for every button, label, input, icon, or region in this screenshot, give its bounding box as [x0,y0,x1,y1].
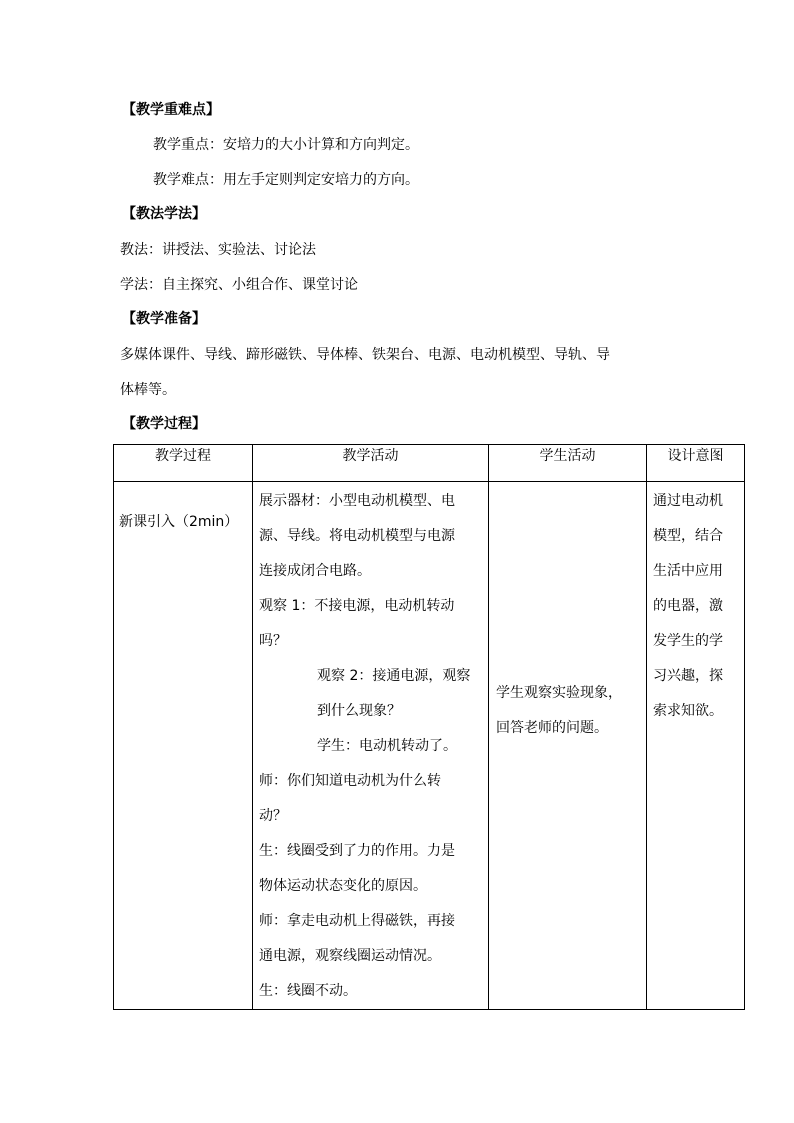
preparation-line-1: 多媒体课件、导线、蹄形磁铁、导体棒、铁架台、电源、电动机模型、导轨、导 [120,347,610,363]
learning-method-text: 学法：自主探究、小组合作、课堂讨论 [120,277,358,293]
preparation-line-2: 体棒等。 [120,382,176,398]
activity-line: 源、导线。将电动机模型与电源 [259,528,455,544]
intent-line: 通过电动机 [653,493,723,509]
preparation-heading: 【教学准备】 [122,311,206,327]
activity-line: 生：线圈受到了力的作用。力是 [259,843,455,859]
table-row [114,482,745,1010]
intent-line: 习兴趣，探 [653,668,723,684]
activity-line: 学生：电动机转动了。 [317,738,457,754]
activity-line: 观察 1：不接电源，电动机转动 [259,598,455,614]
activity-line: 吗？ [259,633,287,649]
activity-line: 生：线圈不动。 [259,983,357,999]
intent-line: 发学生的学 [653,633,723,649]
intent-line: 模型，结合 [653,528,723,544]
activity-line: 通电源，观察线圈运动情况。 [259,948,441,964]
student-line: 学生观察实验现象， [496,684,622,701]
stage-cell [114,482,253,1010]
header-activity: 教学活动 [253,445,489,482]
activity-line: 师：拿走电动机上得磁铁，再接 [259,913,455,929]
student-cell [489,482,647,1010]
activity-line: 观察 2：接通电源，观察 [317,668,471,684]
table-header-row [114,445,745,482]
teaching-process-table [113,444,745,1010]
intent-line: 索求知欲。 [653,703,723,719]
activity-line: 物体运动状态变化的原因。 [259,878,427,894]
intent-cell [647,482,745,1010]
process-heading: 【教学过程】 [122,416,206,432]
methods-heading: 【教法学法】 [122,206,206,222]
activity-line: 师：你们知道电动机为什么转 [259,773,441,789]
intent-line: 生活中应用 [653,563,723,579]
activity-cell [253,482,489,1010]
header-intent: 设计意图 [647,445,745,482]
student-line: 回答老师的问题。 [496,719,608,736]
key-point-text: 教学重点：安培力的大小计算和方向判定。 [153,137,419,153]
header-student: 学生活动 [489,445,647,482]
intent-line: 的电器，激 [653,598,723,614]
activity-line: 连接成闭合电路。 [259,563,371,579]
hard-point-text: 教学难点：用左手定则判定安培力的方向。 [153,172,419,188]
activity-line: 动？ [259,808,287,824]
activity-line: 到什么现象？ [317,703,401,719]
header-stage: 教学过程 [114,445,253,482]
activity-line: 展示器材：小型电动机模型、电 [259,493,455,509]
difficulty-heading: 【教学重难点】 [122,102,220,118]
teaching-method-text: 教法：讲授法、实验法、讨论法 [120,242,316,258]
stage-text: 新课引入（2min） [119,514,239,530]
